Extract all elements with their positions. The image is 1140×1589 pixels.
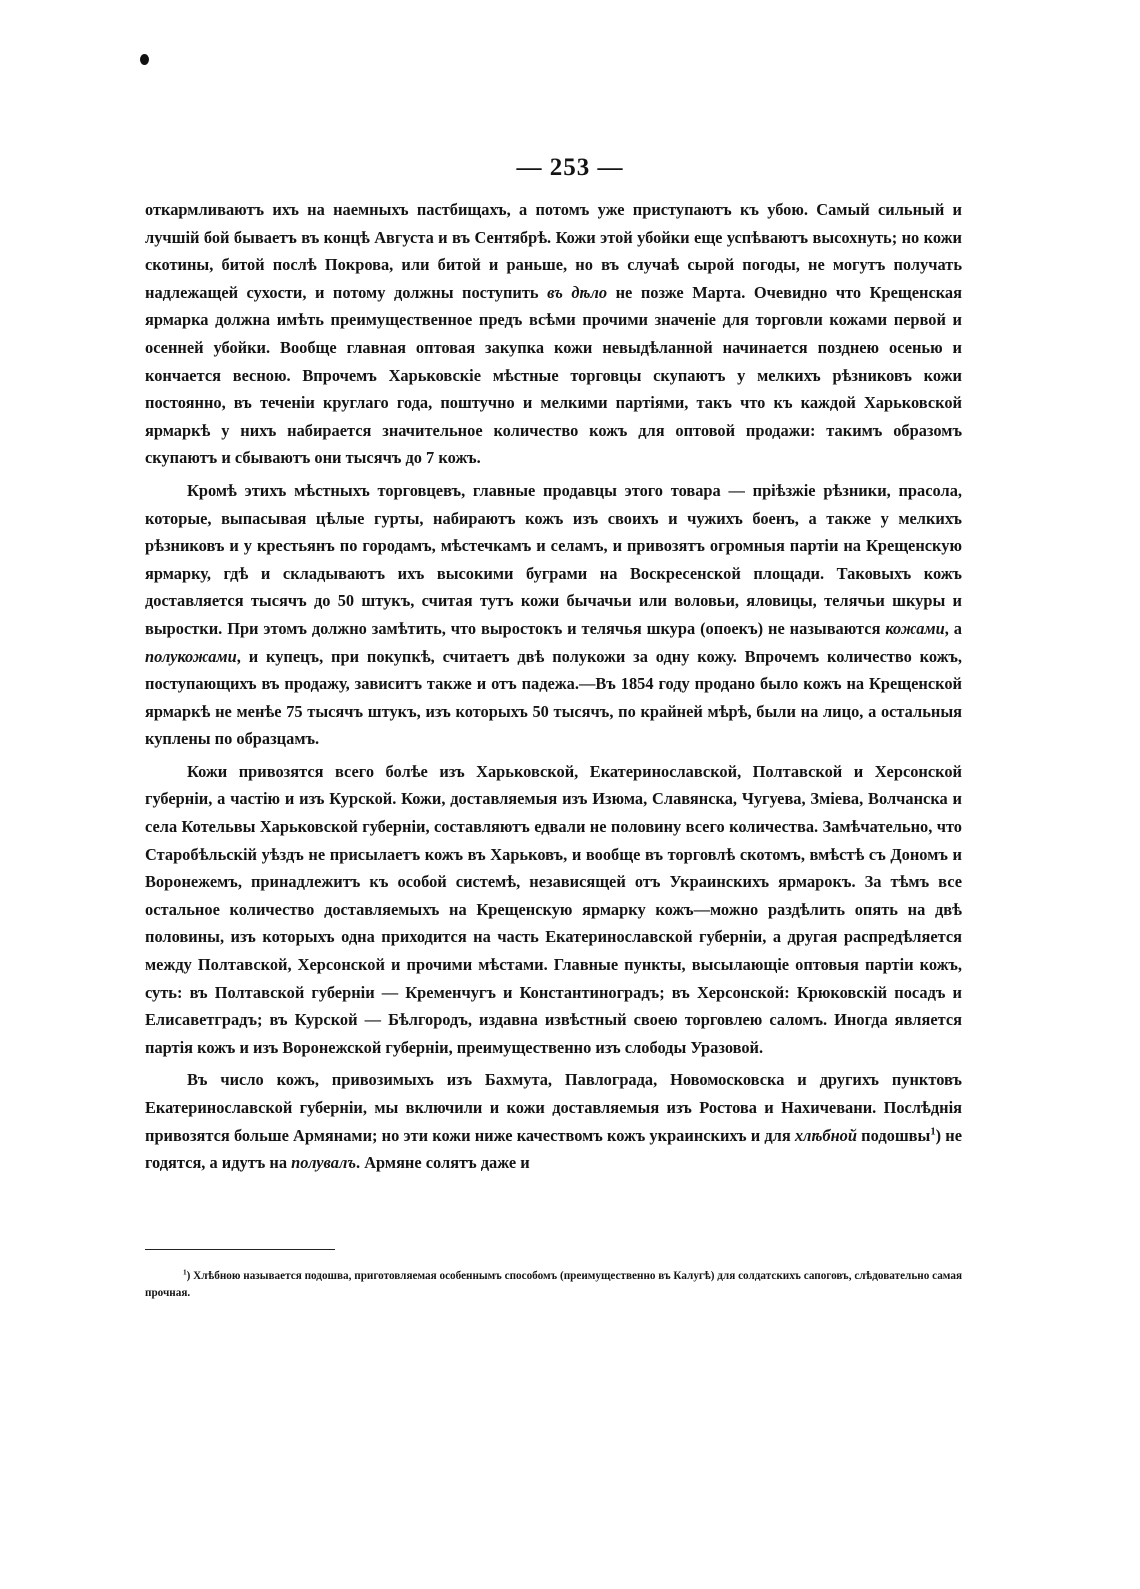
text-segment: , и купецъ, при покупкѣ, считаетъ двѣ полукожи за одну кожу. Впрочемъ количество кожъ, поступающихъ въ продажу, зависитъ также и отъ падежа.—Въ 1854 году продано было кожъ на Крещенской ярмаркѣ не менѣе 75 тысячъ штукъ, изъ которыхъ 50 тысячъ, по крайней мѣрѣ, были на лицо, а остальныя куплены по образцамъ. <box>145 646 962 749</box>
paragraph <box>145 477 962 753</box>
paragraph <box>145 196 962 472</box>
text-segment: . Армяне солятъ даже и <box>356 1153 530 1173</box>
footnote-text: ) Хлѣбною называется подошва, приготовляемая особеннымъ способомъ (преимущественно въ Калугѣ) для солдатскихъ сапоговъ, слѣдовательно самая прочная. <box>145 1270 962 1299</box>
footnote-ref: 1 <box>930 1126 936 1138</box>
text-segment: подошвы <box>857 1125 931 1145</box>
italic-text: полукожами <box>145 646 237 666</box>
text-segment: откармливаютъ ихъ на наемныхъ пастбищахъ, а потомъ уже приступаютъ къ убою. Самый сильный и лучшій бой бываетъ въ концѣ Августа и въ Сентябрѣ. Кожи этой убойки еще успѣваютъ высохнуть; но кожи скотины, битой послѣ Покрова, или битой и раньше, но въ случаѣ сырой погоды, не могутъ получать надлежащей сухости, и потому должны поступить <box>145 200 962 302</box>
italic-text: въ дѣло <box>547 282 608 302</box>
paragraph <box>145 1066 962 1176</box>
text-segment: не позже Марта. Очевидно что Крещенская ярмарка должна имѣть преимущественное предъ всѣми прочими значеніе для торговли кожами первой и осенней убойки. Вообще главная оптовая закупка кожи невыдѣланной начинается позднею осенью и кончается весною. Впрочемъ Харьковскіе мѣстные торговцы скупаютъ у мелкихъ рѣзниковъ кожи постоянно, въ теченіи круглаго года, поштучно и мелкими партіями, такъ что къ каждой Харьковской ярмаркѣ у нихъ набирается значительное количество кожъ для оптовой продажи: такимъ образомъ скупаютъ и сбываютъ они тысячъ до 7 кожъ. <box>145 282 962 468</box>
footnote-separator <box>145 1249 335 1250</box>
page-number: — 253 — <box>516 154 624 181</box>
text-segment: Кожи привозятся всего болѣе изъ Харьковской, Екатеринославской, Полтавской и Херсонской губерніи, а частію и изъ Курской. Кожи, доставляемыя изъ Изюма, Славянска, Чугуева, Зміева, Волчанска и села Котельвы Харьковской губерніи, составляютъ едвали не половину всего количества. Замѣчательно, что Старобѣльскій уѣздъ не присылаетъ кожъ въ Харьковъ, и вообще въ торговлѣ скотомъ, вмѣстѣ съ Дономъ и Воронежемъ, принадлежитъ къ особой системѣ, независящей отъ Украинскихъ ярмарокъ. За тѣмъ все остальное количество доставляемыхъ на Крещенскую ярмарку кожъ—можно раздѣлить опять на двѣ половины, изъ которыхъ одна приходится на часть Екатеринославской губерніи, а другая распредѣляется между Полтавской, Херсонской и прочими мѣстами. Главные пункты, высылающіе оптовыя партіи кожъ, суть: въ Полтавской губерніи — Кременчугъ и Константиноградъ; въ Херсонской: Крюковскій посадъ и Елисаветградъ; въ Курской — Бѣлгородъ, издавна извѣстный своею торговлею саломъ. Иногда является партія кожъ и изъ Воронежской губерніи, преимущественно изъ слободы Уразовой. <box>145 761 962 1057</box>
ink-dot <box>140 54 149 65</box>
footnote <box>145 1268 962 1302</box>
text-segment: Кромѣ этихъ мѣстныхъ торговцевъ, главные продавцы этого товара — пріѣзжіе рѣзники, прасола, которые, выпасывая цѣлые гурты, набираютъ кожъ изъ своихъ и чужихъ боенъ, а также у мелкихъ рѣзниковъ и у крестьянъ по городамъ, мѣстечкамъ и селамъ, и привозятъ огромныя партіи на Крещенскую ярмарку, гдѣ и складываютъ ихъ высокими буграми на Воскресенской площади. Таковыхъ кожъ доставляется тысячъ до 50 штукъ, считая тутъ кожи бычачьи или воловьи, яловицы, телячьи шкуры и выростки. При этомъ должно замѣтить, что выростокъ и телячья шкура (опоекъ) не называются <box>145 480 962 638</box>
text-segment: , а <box>944 618 962 638</box>
paragraph <box>145 758 962 1062</box>
italic-text: кожами <box>885 618 945 638</box>
italic-text: хлѣбной <box>794 1125 857 1145</box>
italic-text: полувалъ <box>291 1153 356 1173</box>
text-segment: ) не годятся, а идутъ на <box>145 1125 962 1173</box>
body-text <box>145 196 962 1182</box>
text-segment: Въ число кожъ, привозимыхъ изъ Бахмута, Павлограда, Новомосковска и другихъ пунктовъ Екатеринославской губерніи, мы включили и кожи доставляемыя изъ Ростова и Нахичевани. Послѣднія привозятся больше Армянами; но эти кожи ниже качествомъ кожъ украинскихъ и для <box>145 1070 962 1145</box>
footnote-marker: 1 <box>183 1268 187 1277</box>
